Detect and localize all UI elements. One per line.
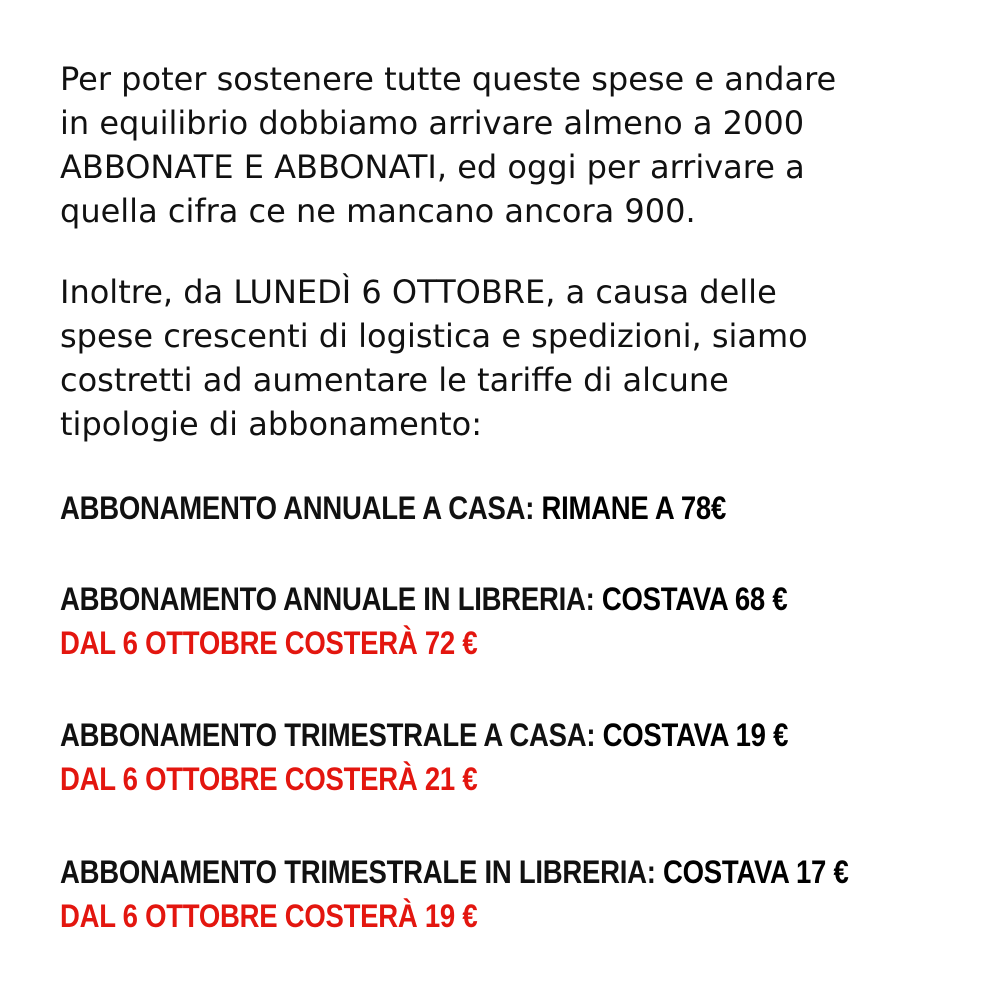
subscription-price: COSTAVA 19 € [602, 717, 789, 753]
subscription-quarterly-home [60, 713, 788, 801]
subscription-annual-home [60, 486, 726, 530]
price-change-line: Inoltre, da LUNEDÌ 6 OTTOBRE, a causa delle [60, 273, 777, 311]
subscription-row [60, 486, 726, 530]
price-change-paragraph [60, 270, 808, 446]
subscription-row [60, 577, 787, 621]
subscription-label: ABBONAMENTO ANNUALE A CASA: [60, 490, 542, 526]
price-change-line: costretti ad aumentare le tariffe di alcune [60, 361, 729, 399]
price-change-line: spese crescenti di logistica e spedizioni, siamo [60, 317, 808, 355]
subscription-price: COSTAVA 17 € [663, 854, 849, 890]
subscription-label: ABBONAMENTO ANNUALE IN LIBRERIA: [60, 581, 602, 617]
subscription-row [60, 713, 788, 757]
subscription-new-price: DAL 6 OTTOBRE COSTERÀ 72 € [60, 625, 478, 661]
intro-line: Per poter sostenere tutte queste spese e andare [60, 60, 837, 98]
intro-line: quella cifra ce ne mancano ancora 900. [60, 192, 696, 230]
subscription-label: ABBONAMENTO TRIMESTRALE A CASA: [60, 717, 603, 753]
subscription-new-price: DAL 6 OTTOBRE COSTERÀ 21 € [60, 761, 478, 797]
subscription-row [60, 850, 849, 894]
intro-line: ABBONATE E ABBONATI, ed oggi per arrivare a [60, 148, 805, 186]
intro-line: in equilibrio dobbiamo arrivare almeno a 2000 [60, 104, 805, 142]
subscription-new-price: DAL 6 OTTOBRE COSTERÀ 19 € [60, 898, 478, 934]
subscription-price: RIMANE A 78€ [541, 490, 727, 526]
subscription-quarterly-bookstore [60, 850, 849, 938]
subscription-label: ABBONAMENTO TRIMESTRALE IN LIBRERIA: [60, 854, 664, 890]
subscription-annual-bookstore [60, 577, 787, 665]
intro-paragraph [60, 57, 836, 233]
subscription-price: COSTAVA 68 € [601, 581, 788, 617]
announcement-page [60, 0, 960, 1000]
price-change-line: tipologie di abbonamento: [60, 405, 482, 443]
